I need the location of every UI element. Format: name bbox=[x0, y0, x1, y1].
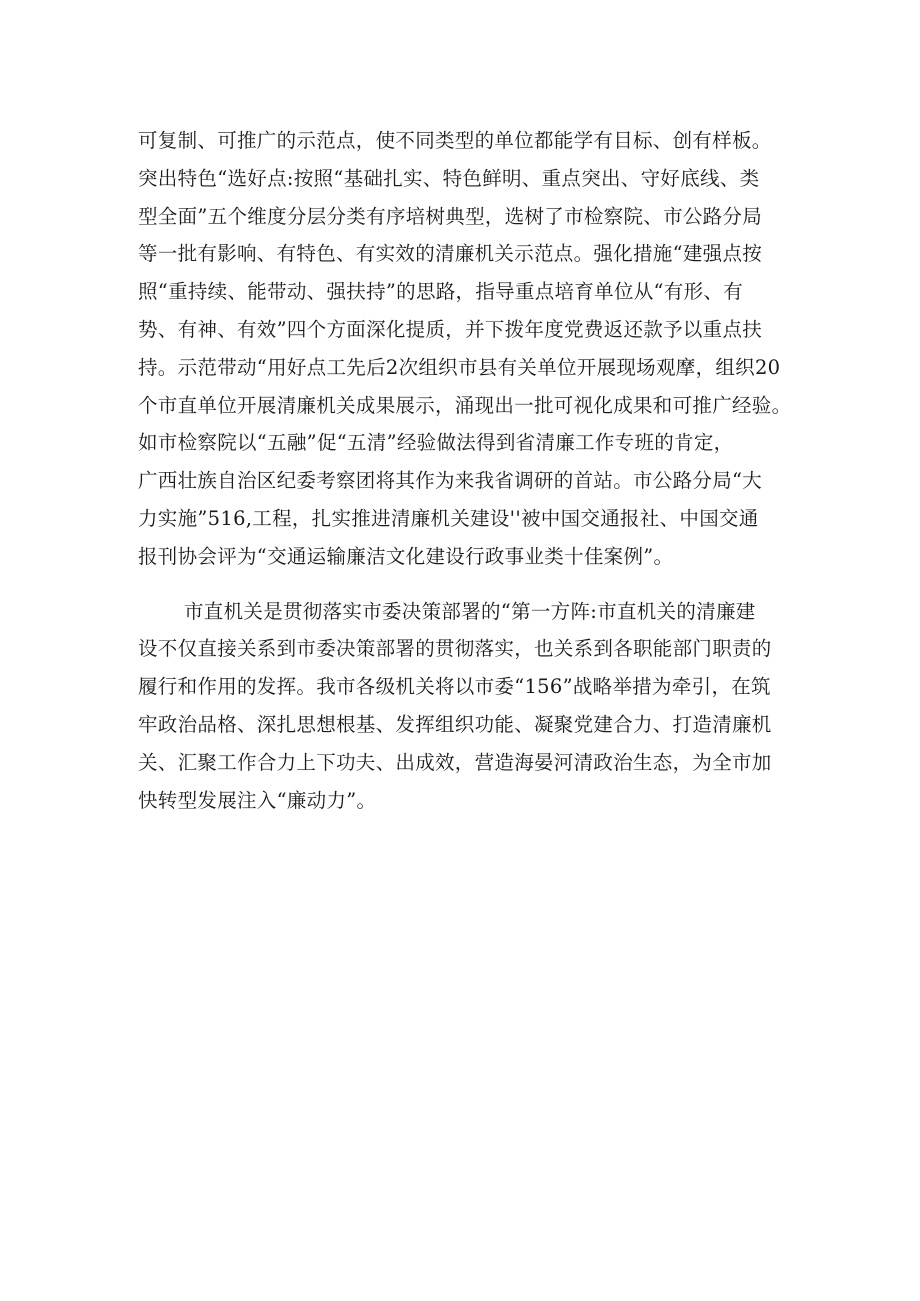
paragraph-line: 牢政治品格、深扎思想根基、发挥组织功能、凝聚党建合力、打造清廉机 bbox=[138, 712, 772, 736]
paragraph-gap bbox=[138, 576, 798, 593]
paragraph-line: 履行和作用的发挥。我市各级机关将以市委“156”战略举措为牵引，在筑 bbox=[138, 675, 771, 699]
paragraph-2 bbox=[138, 593, 798, 820]
document-body bbox=[138, 122, 798, 819]
paragraph-line: 个市直单位开展清廉机关成果展示，涌现出一批可视化成果和可推广经验。 bbox=[138, 393, 792, 417]
paragraph-line: 如市检察院以“五融”促“五清”经验做法得到省清廉工作专班的肯定， bbox=[138, 431, 734, 455]
paragraph-line: 等一批有影响、有特色、有实效的清廉机关示范点。强化措施“建强点按 bbox=[138, 242, 763, 266]
paragraph-line: 快转型发展注入“廉动力”。 bbox=[138, 788, 377, 812]
paragraph-line: 市直机关是贯彻落实市委决策部署的“第一方阵:市直机关的清廉建 bbox=[184, 599, 756, 623]
paragraph-line: 型全面”五个维度分层分类有序培树典型，选树了市检察院、市公路分局 bbox=[138, 204, 763, 228]
paragraph-line: 照“重持续、能带动、强扶持”的思路，指导重点培育单位从“有形、有 bbox=[138, 280, 744, 304]
paragraph-line: 广西壮族自治区纪委考察团将其作为来我省调研的首站。市公路分局“大 bbox=[138, 469, 763, 493]
paragraph-line: 可复制、可推广的示范点，使不同类型的单位都能学有目标、创有样板。 bbox=[138, 129, 772, 152]
paragraph-line: 持。示范带动“用好点工先后2次组织市县有关单位开展现场观摩，组织20 bbox=[138, 355, 781, 379]
paragraph-line: 力实施”516,工程，扎实推进清廉机关建设''被中国交通报社、中国交通 bbox=[138, 506, 759, 530]
paragraph-line: 报刊协会评为“交通运输廉洁文化建设行政事业类十佳案例”。 bbox=[138, 544, 674, 568]
paragraph-line: 设不仅直接关系到市委决策部署的贯彻落实，也关系到各职能部门职责的 bbox=[138, 637, 772, 661]
paragraph-line: 突出特色“选好点:按照“基础扎实、特色鲜明、重点突出、守好底线、类 bbox=[138, 166, 760, 190]
paragraph-line: 势、有神、有效”四个方面深化提质，并下拨年度党费返还款予以重点扶 bbox=[138, 317, 763, 341]
paragraph-line: 关、汇聚工作合力上下功夫、出成效，营造海晏河清政治生态，为全市加 bbox=[138, 750, 772, 774]
paragraph-1 bbox=[138, 122, 798, 576]
